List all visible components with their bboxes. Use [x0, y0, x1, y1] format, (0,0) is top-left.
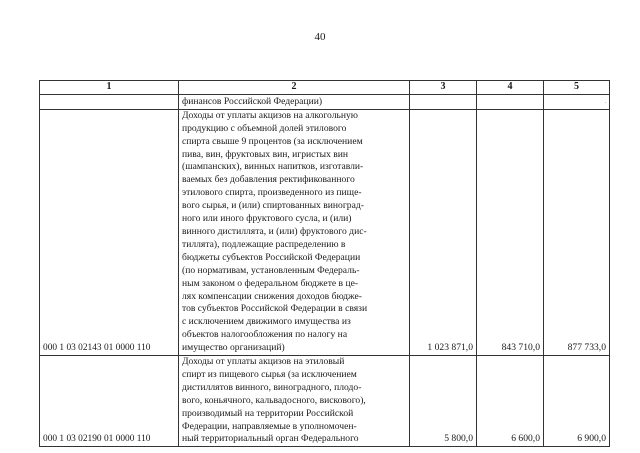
description-line: с исключением движимого имущества из [182, 316, 351, 328]
continuation-code-cell [40, 94, 179, 109]
description-line: производимый на территории Российской [182, 407, 354, 419]
header-col-3: 3 [410, 81, 477, 95]
continuation-col4 [477, 94, 544, 109]
continuation-description: финансов Российской Федерации) [179, 94, 410, 109]
continuation-col5 [544, 94, 610, 109]
description-line: тов субъектов Российской Федерации в связи [182, 303, 368, 315]
description-line: винного дистиллята, и (или) фруктового дис- [182, 225, 367, 237]
description-line: ным законом о федеральном бюджете в це- [182, 277, 359, 289]
description-line: (по нормативам, установленным Федераль- [182, 264, 360, 276]
row-amount-col3: 5 800,0 [410, 356, 477, 447]
description-line: ваемых без добавления ректификованного [182, 174, 355, 186]
table-row [40, 356, 610, 447]
description-line: вого сырья, и (или) спиртованных виноград- [182, 200, 364, 212]
row-amount-col4: 843 710,0 [477, 109, 544, 355]
continuation-mark: . [604, 98, 606, 105]
table-row-continuation [40, 94, 610, 109]
description-line: Доходы от уплаты акцизов на алкогольную [182, 109, 358, 121]
header-col-2: 2 [179, 81, 410, 95]
description-line: лях компенсации снижения доходов бюдже- [182, 290, 362, 302]
description-line: этилового спирта, произведенного из пище- [182, 187, 362, 199]
description-line: ный территориальный орган Федерального [182, 433, 359, 445]
row-amount-col3: 1 023 871,0 [410, 109, 477, 355]
description-line: дистиллятов винного, виноградного, плодо- [182, 381, 362, 393]
description-line: пива, вин, фруктовых вин, игристых вин [182, 148, 349, 160]
row-description [179, 356, 410, 447]
header-col-4: 4 [477, 81, 544, 95]
description-line: спирта свыше 9 процентов (за исключением [182, 135, 363, 147]
description-line: ного или иного фруктового сусла, и (или) [182, 213, 352, 225]
row-code: 000 1 03 02143 01 0000 110 [40, 109, 179, 355]
continuation-col3 [410, 94, 477, 109]
row-amount-col5: 6 900,0 [544, 356, 610, 447]
row-code: 000 1 03 02190 01 0000 110 [40, 356, 179, 447]
table-row [40, 109, 610, 355]
header-col-1: 1 [40, 81, 179, 95]
budget-revenue-table [39, 80, 610, 447]
row-amount-col4: 6 600,0 [477, 356, 544, 447]
description-line: имущество организаций) [182, 342, 285, 354]
description-line: Доходы от уплаты акцизов на этиловый [182, 356, 345, 368]
description-line: (шампанских), винных напитков, изготавли- [182, 161, 364, 173]
description-line: тиллята), подлежащие распределению в [182, 238, 346, 250]
description-line: спирт из пищевого сырья (за исключением [182, 368, 357, 380]
header-col-5: 5 [544, 81, 610, 95]
row-amount-col5: 877 733,0 [544, 109, 610, 355]
description-line: вого, коньячного, кальвадосного, вискового), [182, 394, 366, 406]
description-line: продукцию с объемной долей этилового [182, 122, 347, 134]
description-line: Федерации, направляемые в уполномочен- [182, 420, 357, 432]
table-header-row [40, 81, 610, 95]
description-line: бюджеты субъектов Российской Федерации [182, 251, 361, 263]
row-description [179, 109, 410, 355]
description-line: объектов налогообложения по налогу на [182, 329, 348, 341]
page-number: 40 [314, 31, 326, 43]
